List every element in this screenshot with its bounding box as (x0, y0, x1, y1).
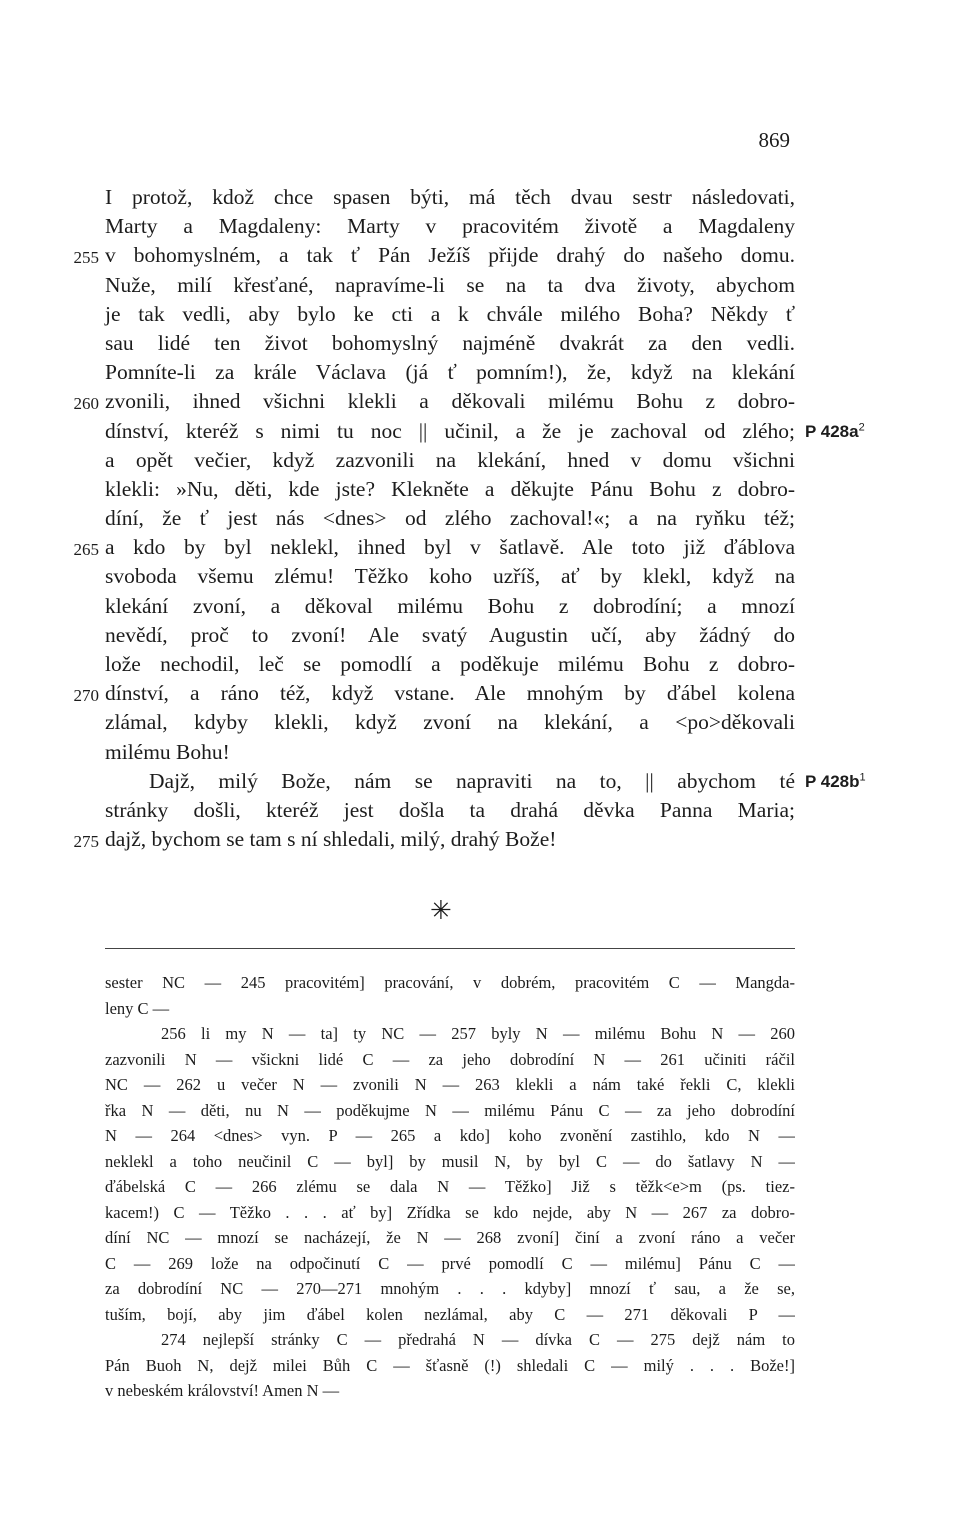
text-line (105, 271, 795, 300)
line-text: klekání zvoní, a děkoval milému Bohu z dobrodíní; a mnozí (105, 593, 795, 618)
footnote-line: tuším, bojí, aby jim ďábel kolen nezlámal, aby C — 271 děkovali P — (105, 1304, 795, 1324)
footnote-line: zazvonili N — všickni lidé C — za jeho dobrodíní N — 261 učiniti ráčil (105, 1049, 795, 1069)
footnote-line: v nebeském království! Amen N — (105, 1381, 340, 1400)
line-text: Pomníte-li za krále Václava (já ť pomním!), že, když na klekání (105, 360, 795, 385)
line-text: dínství, kteréž s nimi tu noc || učinil, a že je zachoval od zlého; (105, 418, 795, 443)
line-text: v bohomyslném, a tak ť Pán Ježíš přijde drahý do našeho domu. (105, 243, 795, 268)
line-number: 270 (73, 686, 99, 706)
text-line (105, 446, 795, 475)
line-text: dínství, a ráno též, když vstane. Ale mnohým by ďábel kolena (105, 681, 795, 706)
margin-reference-sup: 2 (858, 420, 865, 433)
margin-reference-label: P 428a (805, 421, 859, 441)
main-text (73, 183, 866, 854)
text-line (105, 212, 795, 241)
text-line (105, 592, 795, 621)
text-line (105, 475, 795, 504)
line-text: I protož, kdož chce spasen býti, má těch dvau sestr následovati, (105, 185, 795, 209)
text-line (105, 738, 795, 767)
text-line (105, 358, 795, 387)
footnote-line: leny C — (105, 998, 170, 1018)
footnote-line: Pán Buoh N, dejž milei Bůh C — šťasně (!) shledali C — milý . . . Bože!] (105, 1355, 795, 1375)
footnote-divider (105, 948, 795, 949)
text-line (73, 679, 795, 708)
text-line (73, 241, 795, 270)
text-line (73, 387, 795, 416)
text-line (105, 708, 795, 737)
line-text: milému Bohu! (105, 739, 230, 764)
line-text: nevědí, proč to zvoní! Ale svatý Augustin učí, aby žádný do (105, 622, 795, 647)
line-text: zvonili, ihned všichni klekli a děkovali milému Bohu z dobro- (105, 389, 795, 414)
margin-reference (805, 767, 866, 796)
margin-reference (805, 417, 865, 446)
line-text: a kdo by byl neklekl, ihned byl v šatlavě. Ale toto již ďáblova (105, 535, 795, 560)
footnote-line: 274 nejlepší stránky C — předrahá N — dívka C — 275 dejž nám to (161, 1330, 795, 1349)
footnotes (105, 970, 795, 1404)
footnote-line: za dobrodíní NC — 270—271 mnohým . . . kdyby] mnozí ť sau, a že se, (105, 1279, 795, 1298)
line-text: díní, že ť jest nás <dnes> od zlého zachoval!«; a na ryňku též; (105, 506, 795, 531)
page-number: 869 (758, 128, 790, 152)
line-text: Nuže, milí křesťané, napravíme-li se na ta dva životy, abychom (105, 272, 795, 297)
footnote-line: ďábelská C — 266 zlému se dala N — Těžko] Již s těžk<e>m (ps. tiez- (105, 1177, 795, 1196)
line-number: 265 (73, 540, 99, 560)
text-line (105, 504, 795, 533)
line-text: zlámal, kdyby klekli, když zvoní na klekání, a <po>děkovali (105, 710, 795, 735)
text-line (105, 562, 795, 591)
text-line (105, 329, 795, 358)
asterisk-ornament: ✳ (430, 896, 452, 925)
margin-reference-label: P 428b (805, 771, 860, 791)
line-text: Marty a Magdaleny: Marty v pracovitém životě a Magdaleny (105, 214, 795, 239)
text-line (105, 417, 865, 446)
line-number: 275 (73, 832, 99, 852)
margin-reference-sup: 1 (859, 771, 866, 784)
line-number: 255 (73, 248, 99, 268)
text-line (105, 796, 795, 825)
footnote-line: N — 264 <dnes> vyn. P — 265 a kdo] koho zvonění zastihlo, kdo N — (105, 1126, 795, 1145)
line-text: sau lidé ten život bohomyslný najméně dvakrát za den vedli. (105, 330, 795, 355)
footnote-line: NC — 262 u večer N — zvonili N — 263 klekli a nám také řekli C, klekli (105, 1075, 795, 1094)
text-line (105, 767, 866, 796)
line-text: je tak vedli, aby bylo ke cti a k chvále milého Boha? Někdy ť (105, 301, 795, 326)
footnote-line: řka N — děti, nu N — poděkujme N — milému Pánu C — za jeho dobrodíní (105, 1100, 795, 1120)
footnote-line: sester NC — 245 pracovitém] pracování, v dobrém, pracovitém C — Mangda- (105, 973, 795, 992)
line-text: klekli: »Nu, děti, kde jste? Klekněte a děkujte Pánu Bohu z dobro- (105, 476, 795, 501)
footnote-line: díní NC — mnozí se nacházejí, že N — 268 zvoní] činí a zvoní ráno a večer (105, 1228, 795, 1247)
footnote-line: neklekl a toho neučinil C — byl] by musil N, by byl C — do šatlavy N — (105, 1151, 795, 1171)
line-text: svoboda všemu zlému! Těžko koho uzříš, ať by klekl, když na (105, 564, 795, 589)
line-text: Dajž, milý Bože, nám se napraviti na to, || abychom té (149, 768, 795, 793)
line-text: stránky došli, kteréž jest došla ta drahá děvka Panna Maria; (105, 797, 795, 822)
text-line (105, 300, 795, 329)
text-line (105, 650, 795, 679)
line-text: dajž, bychom se tam s ní shledali, milý, drahý Bože! (105, 827, 557, 852)
footnote-line: C — 269 lože na odpočinutí C — prvé pomodlí C — milému] Pánu C — (105, 1253, 795, 1273)
footnote-line: kacem!) C — Těžko . . . ať by] Zřídka se kdo nejde, aby N — 267 za dobro- (105, 1202, 795, 1222)
line-text: lože nechodil, leč se pomodlí a poděkuje milému Bohu z dobro- (105, 652, 795, 676)
text-line (105, 183, 795, 212)
line-number: 260 (73, 394, 99, 414)
footnote-line: 256 li my N — ta] ty NC — 257 byly N — milému Bohu N — 260 (161, 1024, 795, 1043)
line-text: a opět večier, když zazvonili na klekání, hned v domu všichni (105, 447, 795, 472)
text-line (73, 533, 795, 562)
text-line (105, 621, 795, 650)
text-line (73, 825, 795, 854)
